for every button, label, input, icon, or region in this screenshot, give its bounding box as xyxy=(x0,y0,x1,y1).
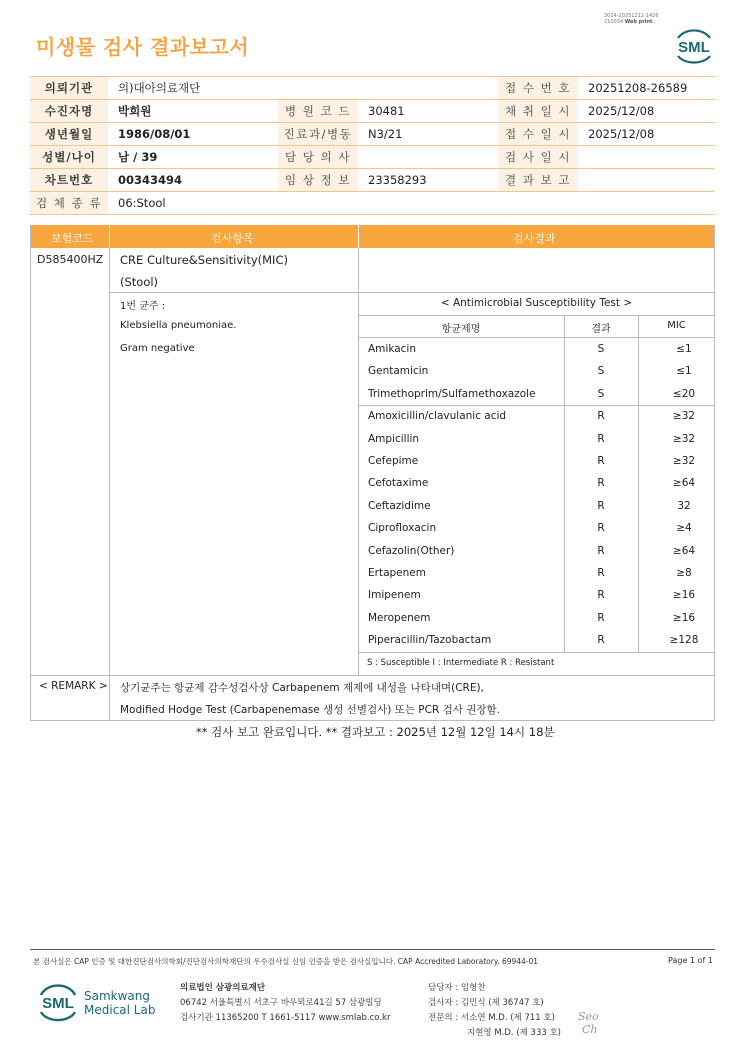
remark-line2: Modified Hodge Test (Carbapenemase 생성 선별검사) 또는 PCR 검사 권장함. xyxy=(120,704,500,716)
remark-label: < REMARK > xyxy=(39,680,108,692)
antibiotic-result: R xyxy=(597,567,605,579)
info-label: 검 체 종 류 xyxy=(30,192,108,215)
info-label: 채 취 일 시 xyxy=(498,100,578,123)
info-value xyxy=(578,169,715,192)
page-number: Page 1 of 1 xyxy=(668,956,713,965)
info-label: 접 수 일 시 xyxy=(498,123,578,146)
antibiotic-row xyxy=(359,540,715,562)
antibiotic-name: Ceftazidime xyxy=(368,499,431,512)
specimen: (Stool) xyxy=(120,275,159,289)
footer-divider xyxy=(30,949,715,950)
antibiotic-name: Trimethoprim/Sulfamethoxazole xyxy=(368,387,536,400)
samkwang-logo-text xyxy=(84,989,155,1017)
antibiotic-mic: ≥16 xyxy=(672,611,696,624)
row-divider xyxy=(31,675,715,676)
antibiotic-row xyxy=(359,428,715,450)
antibiotic-mic: ≤1 xyxy=(676,365,692,378)
staff-manager: 담당자 : 임형찬 xyxy=(428,983,486,993)
info-value: 1986/08/01 xyxy=(108,123,278,146)
signature xyxy=(578,1010,599,1036)
info-value: 박희원 xyxy=(108,100,278,123)
page-title: 미생물 검사 결과보고서 xyxy=(36,35,250,59)
signature-2: Ch xyxy=(582,1023,598,1036)
info-label: 수진자명 xyxy=(30,100,108,123)
staff-info xyxy=(428,981,561,1041)
signature-1: Seo xyxy=(578,1010,599,1023)
antibiotic-row xyxy=(359,584,715,606)
remark-line1: 상기균주는 항균제 감수성검사상 Carbapenem 제제에 내성을 나타내며(CRE), xyxy=(120,682,484,694)
org-address: 06742 서울특별시 서초구 바우뫼로41길 57 삼광빌딩 xyxy=(180,998,382,1008)
antibiotic-row xyxy=(359,360,715,382)
staff-specialist-2: 지현영 M.D. (제 333 호) xyxy=(467,1028,562,1038)
col-mic: MIC xyxy=(667,320,686,331)
info-value: 06:Stool xyxy=(108,192,715,215)
info-label: 생년월일 xyxy=(30,123,108,146)
info-row xyxy=(30,100,715,123)
info-label: 병 원 코 드 xyxy=(278,100,358,123)
samkwang-logo-icon xyxy=(36,980,80,1024)
info-label: 임 상 정 보 xyxy=(278,169,358,192)
antibiotic-row xyxy=(359,338,715,360)
org-contact: 검사기관 11365200 T 1661-5117 www.smlab.co.kr xyxy=(180,1013,391,1023)
gram-stain: Gram negative xyxy=(120,343,195,354)
antibiotic-row xyxy=(359,495,715,517)
col-antibiotic: 항균제명 xyxy=(441,324,481,335)
antibiotic-result: R xyxy=(597,499,605,512)
antibiotic-mic: ≤1 xyxy=(676,343,692,355)
antibiotic-result: R xyxy=(597,634,605,647)
row-divider xyxy=(358,315,715,316)
info-value: 남 / 39 xyxy=(108,146,278,169)
antibiotic-result: R xyxy=(597,477,605,490)
antibiotic-mic: ≥64 xyxy=(672,477,696,490)
antibiotic-result: R xyxy=(597,522,605,535)
info-value: 2025/12/08 xyxy=(578,123,715,146)
info-label: 담 당 의 사 xyxy=(278,146,358,169)
antibiotic-row xyxy=(359,383,715,405)
info-value: 00343494 xyxy=(108,169,278,192)
antibiotic-mic: ≥16 xyxy=(672,589,696,602)
col-result: 결과 xyxy=(591,324,611,335)
insurance-code: D585400HZ xyxy=(37,253,104,266)
antibiotic-name: Piperacillin/Tazobactam xyxy=(368,634,492,647)
org-name: 의료법인 삼광의료재단 xyxy=(180,983,266,993)
antibiotic-row xyxy=(359,450,715,472)
info-row xyxy=(30,192,715,215)
info-row xyxy=(30,77,715,100)
result-legend: S : Susceptible I : Intermediate R : Resistant xyxy=(367,658,555,668)
antibiotic-mic: ≥32 xyxy=(672,410,696,423)
antibiotic-mic: 32 xyxy=(677,499,691,512)
antibiotic-result: R xyxy=(597,455,605,467)
result-table-header xyxy=(31,225,714,248)
info-value: 의)대아의료재단 xyxy=(108,77,498,100)
samkwang-logo-sml: SML xyxy=(42,995,74,1012)
accreditation-note: 본 검사실은 CAP 인증 및 대한진단검사의학회/진단검사의학재단의 우수검사실 신임 인증을 받은 검사실입니다. CAP Accredited Laboratory. 69944-01 xyxy=(33,957,539,966)
antibiotic-mic: ≥4 xyxy=(676,522,692,535)
antibiotic-row xyxy=(359,562,715,584)
antibiotic-result: S xyxy=(597,365,605,378)
antibiotic-result: R xyxy=(597,589,605,602)
info-label: 결 과 보 고 xyxy=(498,169,578,192)
print-code xyxy=(604,13,659,25)
sml-logo-text: SML xyxy=(678,39,710,56)
antibiotic-name: Amoxicillin/clavulanic acid xyxy=(368,410,507,423)
antibiotic-result: R xyxy=(597,611,605,624)
col-divider xyxy=(109,248,110,721)
print-code-line1: 3014-20251212-1426 xyxy=(604,13,659,19)
antibiotic-mic: ≥8 xyxy=(676,567,692,579)
antibiotic-mic: ≥32 xyxy=(672,455,696,467)
antibiotic-row xyxy=(359,517,715,539)
web-print-label: Web print xyxy=(624,19,653,25)
info-row xyxy=(30,169,715,192)
sml-logo-icon xyxy=(672,26,716,66)
antibiotic-mic: ≥64 xyxy=(672,544,696,557)
report-completion-line: ** 검사 보고 완료입니다. ** 결과보고 : 2025년 12월 12일 14시 18분 xyxy=(196,725,555,739)
antibiotic-mic: ≥128 xyxy=(669,634,699,647)
logo-line2: Medical Lab xyxy=(84,1003,156,1017)
antibiotic-result: R xyxy=(597,410,605,423)
info-label: 차트번호 xyxy=(30,169,108,192)
info-row xyxy=(30,146,715,169)
antibiotic-row xyxy=(359,629,715,651)
info-value xyxy=(578,146,715,169)
info-value: N3/21 xyxy=(358,123,498,146)
info-value xyxy=(358,146,498,169)
logo-line1: Samkwang xyxy=(84,989,150,1003)
antibiotic-row xyxy=(359,607,715,629)
antibiotic-name: Imipenem xyxy=(368,589,421,602)
antibiotic-result: R xyxy=(597,544,605,557)
info-row xyxy=(30,123,715,146)
antibiotic-name: Ampicillin xyxy=(368,432,420,445)
info-label: 접 수 번 호 xyxy=(498,77,578,100)
ast-title: < Antimicrobial Susceptibility Test > xyxy=(440,297,633,309)
info-label: 진료과/병동 xyxy=(278,123,358,146)
info-value: 20251208-26589 xyxy=(578,77,715,100)
header-test-item: 검사항목 xyxy=(211,232,254,245)
row-divider xyxy=(358,652,715,653)
header-insurance-code: 보험코드 xyxy=(51,232,94,245)
antibiotic-result: R xyxy=(597,432,605,445)
antibiotic-name: Cefepime xyxy=(368,455,419,467)
row-divider xyxy=(109,292,715,293)
org-info xyxy=(180,981,390,1026)
antibiotic-name: Cefazolin(Other) xyxy=(368,544,455,557)
result-table xyxy=(30,225,715,721)
staff-specialist: 전문의 : 서소연 M.D. (제 711 호) xyxy=(428,1013,555,1023)
antibiotic-name: Ciprofloxacin xyxy=(368,522,437,535)
antibiotic-result: S xyxy=(597,387,605,400)
print-code-line2: 210034 xyxy=(604,19,624,25)
organism-name: Klebsiella pneumoniae. xyxy=(120,320,237,331)
antibiotic-row xyxy=(359,472,715,494)
info-value: 30481 xyxy=(358,100,498,123)
info-value: 2025/12/08 xyxy=(578,100,715,123)
patient-info-table xyxy=(30,76,715,215)
staff-tester: 검사자 : 김민식 (제 36747 호) xyxy=(428,998,544,1008)
info-label: 검 사 일 시 xyxy=(498,146,578,169)
organism-label: 1번 균주 : xyxy=(120,301,166,312)
header-test-result: 검사결과 xyxy=(513,232,556,245)
antibiotic-row xyxy=(359,405,715,427)
info-label: 의뢰기관 xyxy=(30,77,108,100)
antibiotic-name: Ertapenem xyxy=(368,567,426,579)
test-name: CRE Culture&Sensitivity(MIC) xyxy=(120,253,288,267)
antibiotic-name: Meropenem xyxy=(368,611,431,624)
col-divider xyxy=(358,248,359,293)
antibiotic-mic: ≥32 xyxy=(672,432,696,445)
info-label: 성별/나이 xyxy=(30,146,108,169)
info-value: 23358293 xyxy=(358,169,498,192)
antibiotic-name: Gentamicin xyxy=(368,365,429,378)
antibiotic-name: Cefotaxime xyxy=(368,477,429,490)
antibiotic-mic: ≤20 xyxy=(672,387,696,400)
antibiotic-result: S xyxy=(597,343,605,355)
antibiotic-name: Amikacin xyxy=(368,343,417,355)
